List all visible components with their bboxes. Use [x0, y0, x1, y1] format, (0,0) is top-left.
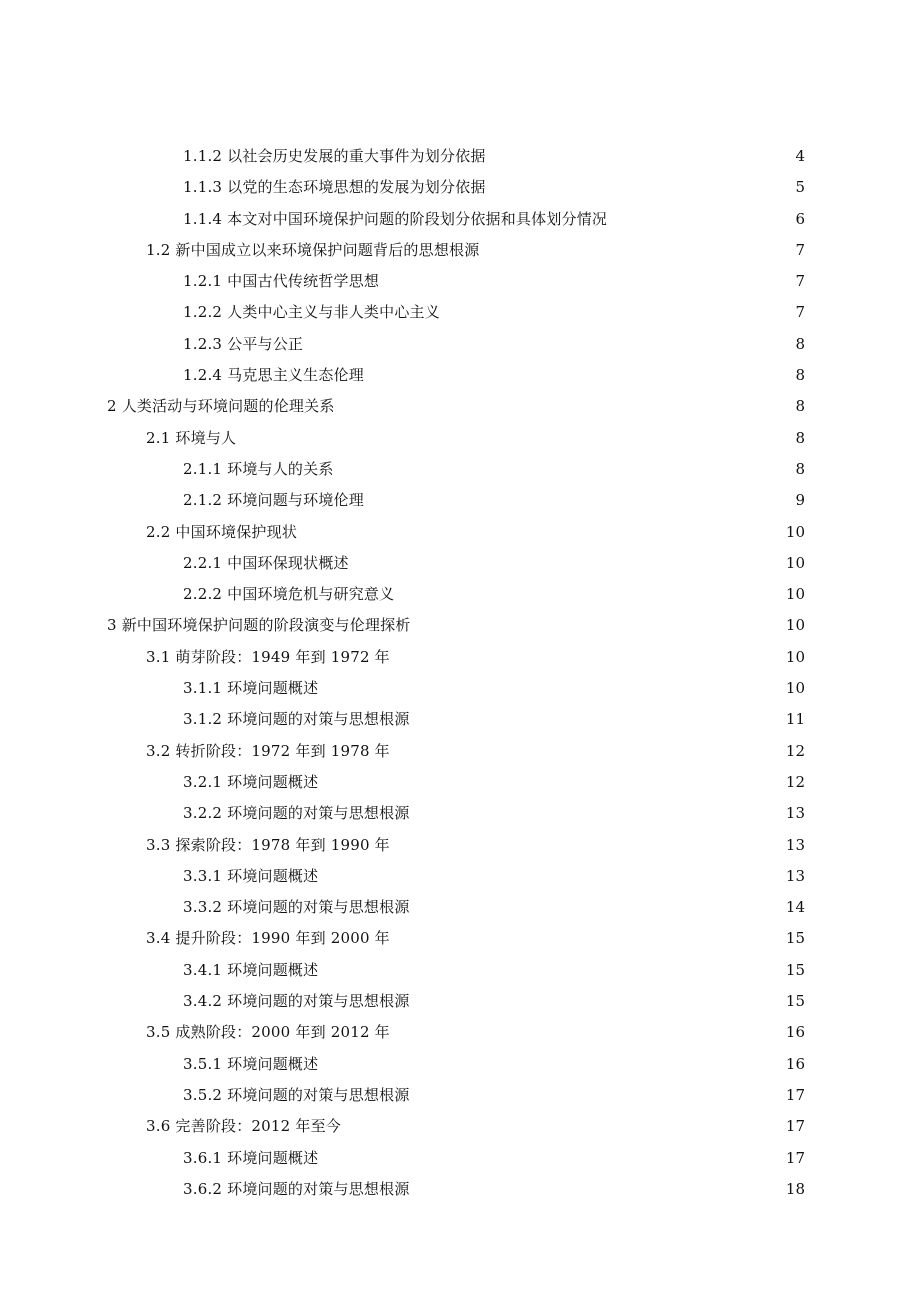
- toc-entry-title: 1.2.2 人类中心主义与非人类中心主义: [183, 303, 440, 322]
- toc-entry-page-number: 8: [795, 459, 805, 478]
- toc-entry: [0, 1080, 920, 1111]
- toc-entry: [0, 955, 920, 986]
- toc-entry-page-number: 13: [785, 804, 805, 823]
- toc-entry: [0, 986, 920, 1017]
- toc-entry: [0, 329, 920, 360]
- toc-entry-page-number: 18: [785, 1179, 805, 1198]
- toc-entry: [0, 235, 920, 266]
- toc-entry-page-number: 8: [795, 366, 805, 385]
- toc-entry-page-number: 10: [785, 553, 805, 572]
- toc-entry-title: 3.5.1 环境问题概述: [183, 1054, 319, 1073]
- toc-entry: [0, 1049, 920, 1080]
- toc-entry: [0, 391, 920, 422]
- toc-entry-page-number: 7: [795, 240, 805, 259]
- toc-entry-page-number: 10: [785, 647, 805, 666]
- toc-entry-title: 3.5 成熟阶段：2000 年到 2012 年: [146, 1023, 390, 1042]
- toc-entry-title: 2.1 环境与人: [146, 428, 237, 447]
- toc-entry: [0, 1174, 920, 1205]
- toc-entry: [0, 423, 920, 454]
- toc-entry-page-number: 8: [795, 334, 805, 353]
- toc-entry-title: 2 人类活动与环境问题的伦理关系: [107, 397, 335, 416]
- toc-entry-title: 1.1.2 以社会历史发展的重大事件为划分依据: [183, 147, 486, 165]
- toc-entry: [0, 736, 920, 767]
- toc-entry: [0, 704, 920, 735]
- toc-entry-page-number: 9: [795, 491, 805, 510]
- toc-entry-title: 3.3 探索阶段：1978 年到 1990 年: [146, 835, 390, 854]
- toc-entry-page-number: 11: [785, 710, 805, 729]
- toc-entry: [0, 798, 920, 829]
- toc-entry: [0, 204, 920, 235]
- toc-entry-page-number: 12: [785, 741, 805, 760]
- toc-entry-title: 3.6 完善阶段：2012 年至今: [146, 1117, 341, 1136]
- toc-entry: [0, 141, 920, 172]
- toc-entry-title: 3.4.1 环境问题概述: [183, 960, 319, 979]
- toc-entry-title: 3.3.2 环境问题的对策与思想根源: [183, 898, 410, 917]
- toc-entry: [0, 642, 920, 673]
- toc-entry: [0, 1143, 920, 1174]
- toc-entry: [0, 517, 920, 548]
- toc-entry-title: 1.1.3 以党的生态环境思想的发展为划分依据: [183, 178, 486, 197]
- toc-entry-page-number: 14: [785, 898, 805, 917]
- toc-entry-title: 3.1.1 环境问题概述: [183, 679, 319, 698]
- toc-entry-title: 3.2.2 环境问题的对策与思想根源: [183, 804, 410, 823]
- toc-entry-page-number: 10: [785, 522, 805, 541]
- toc-entry-title: 1.1.4 本文对中国环境保护问题的阶段划分依据和具体划分情况: [183, 209, 608, 228]
- toc-entry-title: 3.2 转折阶段：1972 年到 1978 年: [146, 741, 390, 760]
- toc-entry-page-number: 8: [795, 397, 805, 416]
- toc-entry-title: 2.2 中国环境保护现状: [146, 522, 298, 541]
- toc-entry: [0, 892, 920, 923]
- toc-entry: [0, 1111, 920, 1142]
- toc-entry-page-number: 15: [785, 960, 805, 979]
- toc-entry-title: 1.2 新中国成立以来环境保护问题背后的思想根源: [146, 240, 480, 259]
- toc-entry-title: 2.2.1 中国环保现状概述: [183, 553, 349, 572]
- toc-entry-title: 2.1.1 环境与人的关系: [183, 459, 334, 478]
- toc-entry: [0, 923, 920, 954]
- toc-entry: [0, 297, 920, 328]
- toc-entry: [0, 454, 920, 485]
- toc-entry-title: 3.6.1 环境问题概述: [183, 1148, 319, 1167]
- toc-entry-title: 3.4 提升阶段：1990 年到 2000 年: [146, 929, 390, 948]
- toc-entry-page-number: 12: [785, 772, 805, 791]
- toc-entry-page-number: 10: [785, 679, 805, 698]
- toc-entry-title: 1.2.3 公平与公正: [183, 334, 304, 353]
- toc-entry: [0, 673, 920, 704]
- toc-entry-title: 3.1.2 环境问题的对策与思想根源: [183, 710, 410, 729]
- toc-entry-page-number: 16: [785, 1023, 805, 1042]
- toc-entry: [0, 610, 920, 641]
- toc-entry-page-number: 5: [795, 178, 805, 197]
- toc-entry-title: 1.2.1 中国古代传统哲学思想: [183, 272, 380, 291]
- toc-entry-page-number: 7: [795, 272, 805, 291]
- toc-entry-page-number: 13: [785, 866, 805, 885]
- toc-entry: [0, 830, 920, 861]
- toc-entry-page-number: 10: [785, 616, 805, 635]
- toc-entry: [0, 579, 920, 610]
- toc-entry-page-number: 17: [785, 1085, 805, 1104]
- toc-entry-title: 3.2.1 环境问题概述: [183, 772, 319, 791]
- toc-entry-page-number: 15: [785, 929, 805, 948]
- toc-entry-page-number: 7: [795, 303, 805, 322]
- toc-entry-title: 2.2.2 中国环境危机与研究意义: [183, 585, 395, 604]
- toc-entry: [0, 1017, 920, 1048]
- toc-entry: [0, 861, 920, 892]
- toc-entry-title: 3.3.1 环境问题概述: [183, 866, 319, 885]
- toc-entry-title: 3.4.2 环境问题的对策与思想根源: [183, 992, 410, 1011]
- table-of-contents: [0, 141, 920, 1205]
- toc-entry-page-number: 8: [795, 428, 805, 447]
- toc-entry-page-number: 16: [785, 1054, 805, 1073]
- toc-entry-page-number: 6: [795, 209, 805, 228]
- toc-entry-title: 3 新中国环境保护问题的阶段演变与伦理探析: [107, 616, 411, 635]
- toc-entry-page-number: 10: [785, 585, 805, 604]
- toc-entry-title: 3.6.2 环境问题的对策与思想根源: [183, 1179, 410, 1198]
- toc-entry: [0, 548, 920, 579]
- toc-entry-page-number: 17: [785, 1117, 805, 1136]
- toc-entry-page-number: 17: [785, 1148, 805, 1167]
- toc-entry: [0, 172, 920, 203]
- toc-entry: [0, 360, 920, 391]
- toc-entry-title: 3.5.2 环境问题的对策与思想根源: [183, 1085, 410, 1104]
- toc-entry-title: 2.1.2 环境问题与环境伦理: [183, 491, 364, 510]
- toc-entry: [0, 266, 920, 297]
- toc-entry-title: 1.2.4 马克思主义生态伦理: [183, 366, 364, 385]
- toc-entry-page-number: 4: [795, 147, 805, 165]
- toc-entry: [0, 767, 920, 798]
- toc-entry: [0, 485, 920, 516]
- toc-entry-page-number: 15: [785, 992, 805, 1011]
- toc-entry-page-number: 13: [785, 835, 805, 854]
- toc-entry-title: 3.1 萌芽阶段：1949 年到 1972 年: [146, 647, 390, 666]
